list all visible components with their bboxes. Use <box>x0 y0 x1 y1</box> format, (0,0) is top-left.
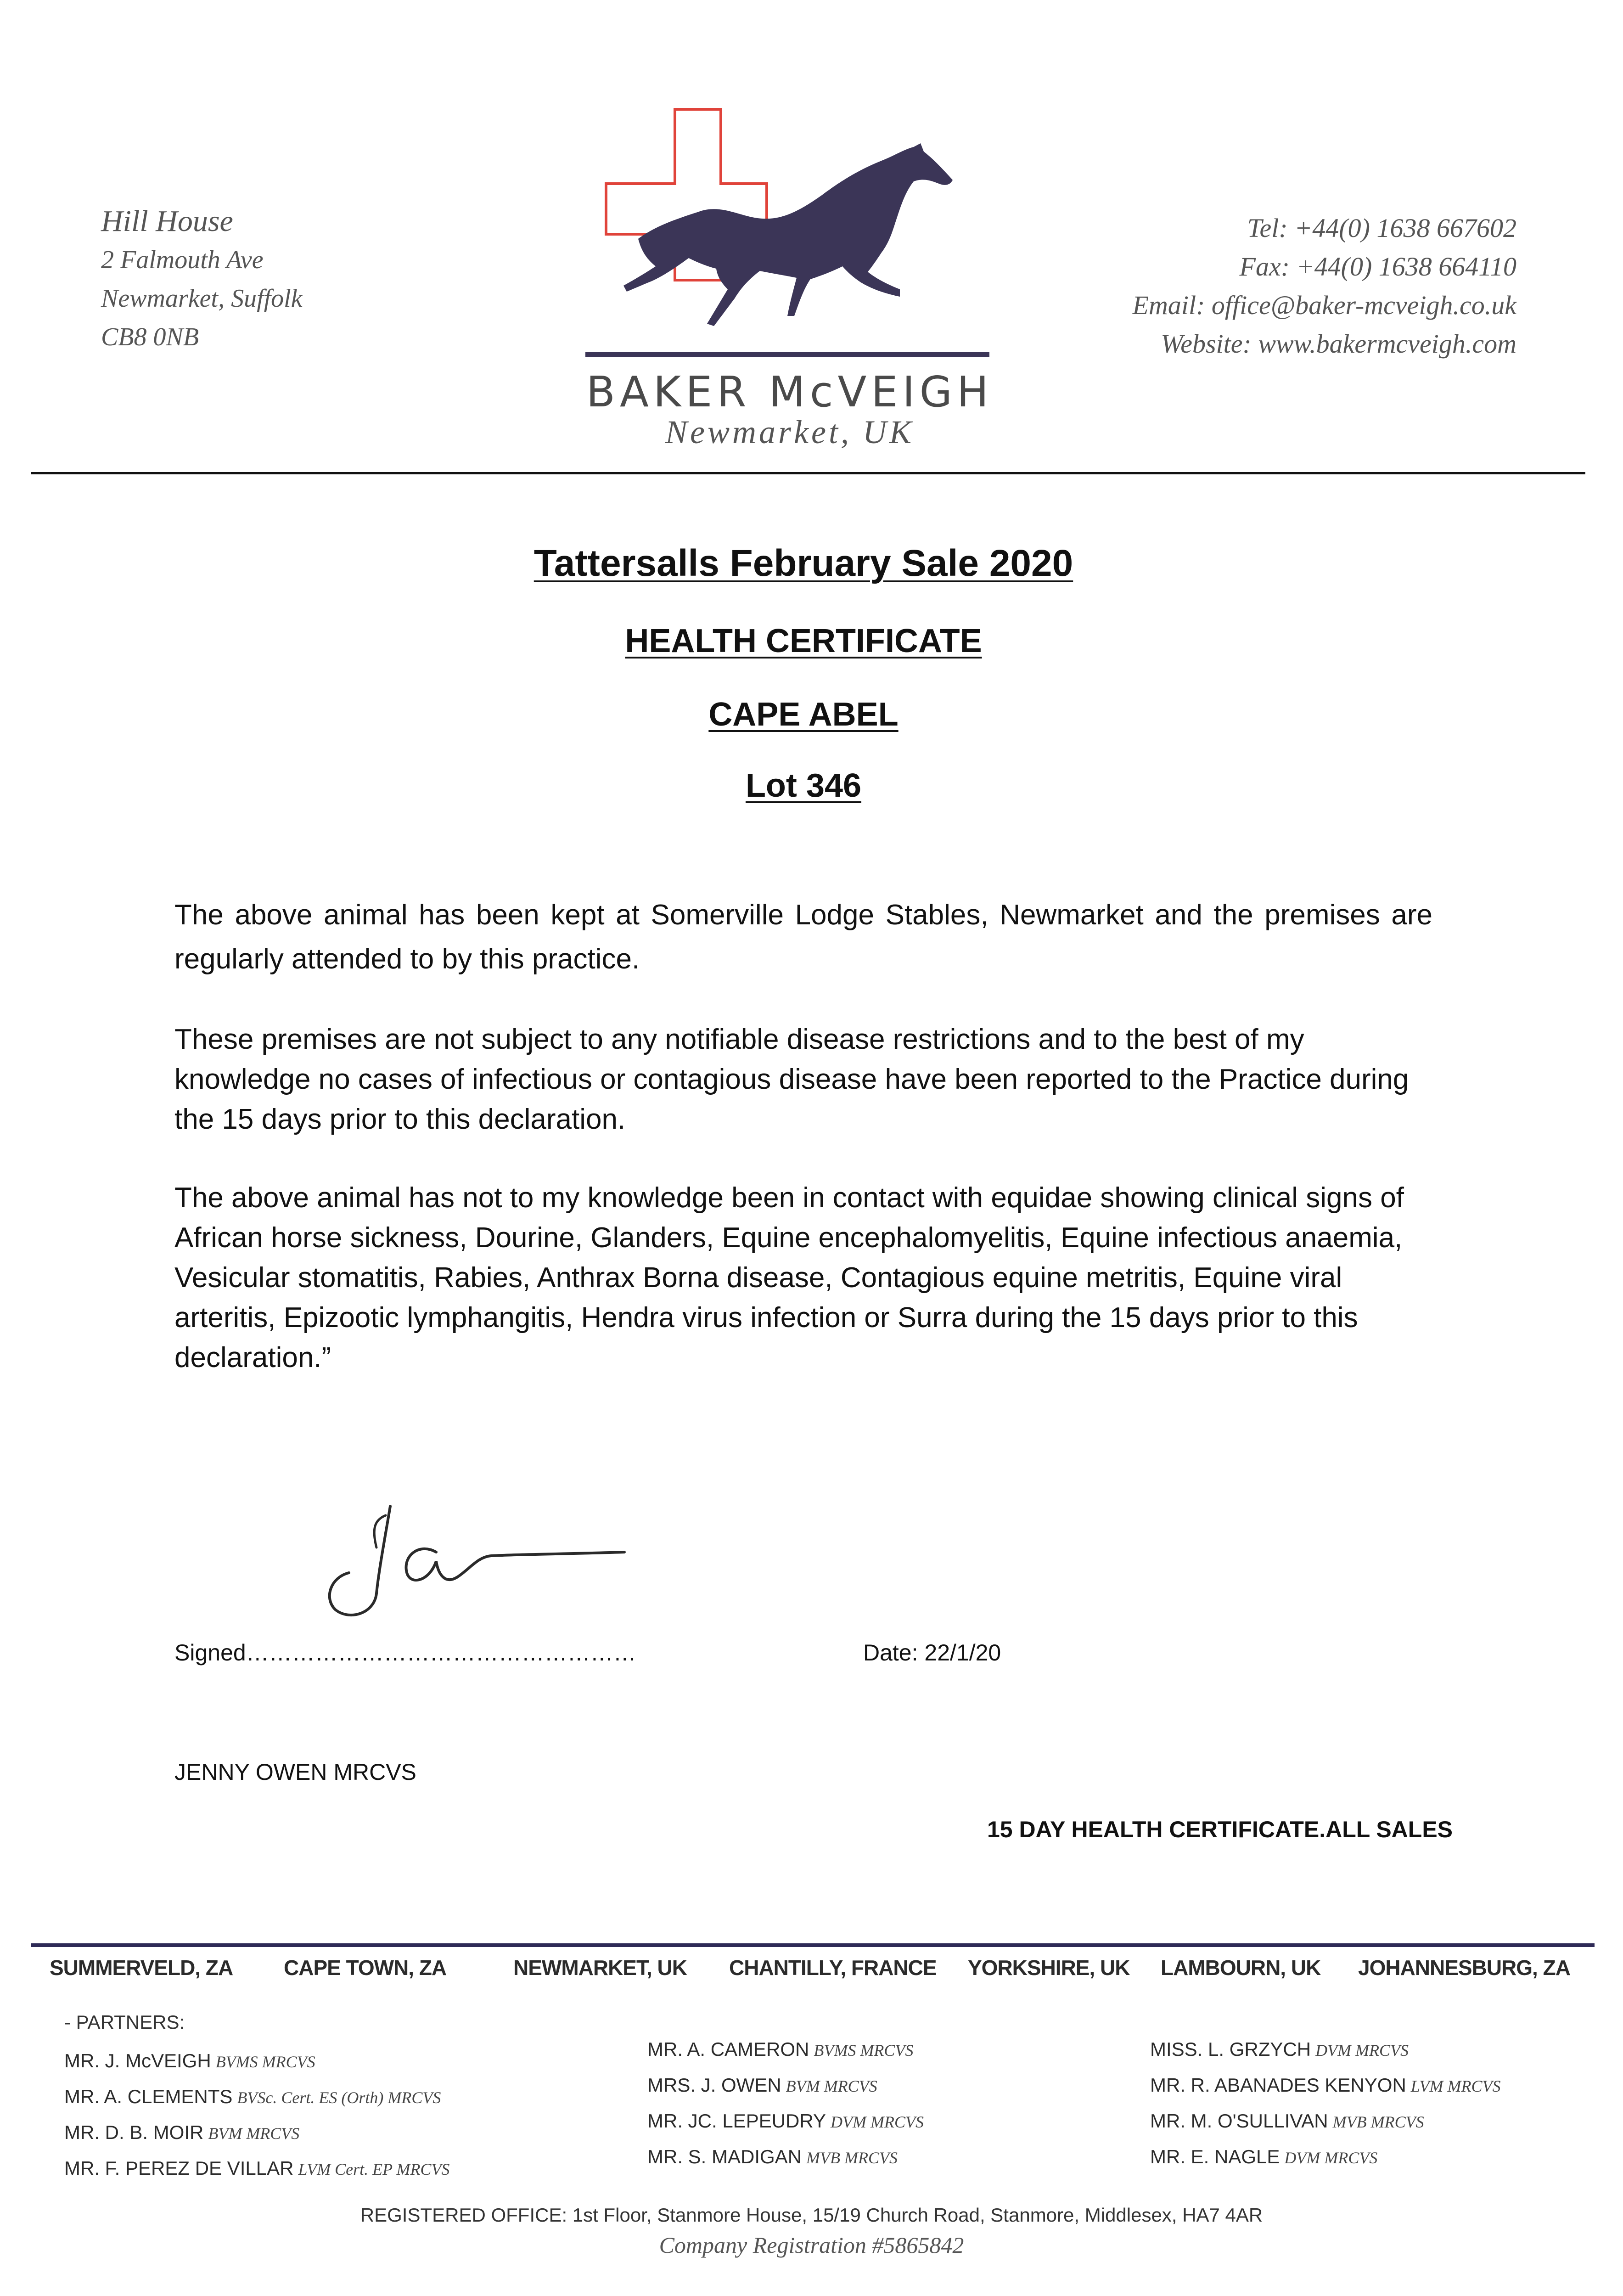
partner-name: MR. F. PEREZ DE VILLAR <box>64 2157 294 2179</box>
partners-label: - PARTNERS: <box>64 2011 185 2033</box>
partner-qualifications: LVM Cert. EP MRCVS <box>298 2160 450 2178</box>
body-paragraph: The above animal has been kept at Somerville Lodge Stables, Newmarket and the premises are regularly attended to by this practice. <box>174 899 1432 975</box>
partner-entry <box>1150 2139 1500 2175</box>
partner-qualifications: BVM MRCVS <box>208 2124 300 2143</box>
certificate-title: HEALTH CERTIFICATE <box>625 623 982 659</box>
partner-qualifications: MVB MRCVS <box>806 2149 898 2167</box>
body-paragraph: The above animal has not to my knowledge been in contact with equidae showing clinical signs of African horse sickness, Dourine, Glanders, Equine encephalomyelitis, Equine infectious anaemia, Vesicular stomatitis, Rabies, Anthrax Borna disease, Contagious equine metritis, Equine viral arteritis, Epizootic lymphangitis, Hendra virus infection or Surra during the 15 days prior to this declaration.” <box>174 1182 1404 1373</box>
registered-office: REGISTERED OFFICE: 1st Floor, Stanmore House, 15/19 Church Road, Stanmore, Middlesex, HA7 4AR <box>360 2204 1263 2226</box>
address-line: 2 Falmouth Ave <box>101 246 264 274</box>
certificate-footnote: 15 DAY HEALTH CERTIFICATE.ALL SALES <box>987 1817 1453 1842</box>
partner-name: MR. E. NAGLE <box>1150 2146 1280 2167</box>
baker-mcveigh-logo <box>583 101 996 450</box>
partner-entry <box>1150 2032 1500 2068</box>
partner-qualifications: LVM MRCVS <box>1410 2077 1501 2095</box>
horse-and-cross-icon <box>583 101 996 367</box>
phone-text: Tel: +44(0) 1638 667602 <box>1247 213 1516 243</box>
office-location: SUMMERVELD, ZA <box>50 1956 233 1980</box>
partner-name: MR. M. O'SULLIVAN <box>1150 2110 1328 2132</box>
contact-details <box>1011 209 1516 363</box>
partner-qualifications: BVMS MRCVS <box>814 2041 914 2060</box>
partners-column <box>647 2032 924 2175</box>
office-location: CHANTILLY, FRANCE <box>729 1956 937 1980</box>
office-locations <box>31 1955 1595 1987</box>
signer-name: JENNY OWEN MRCVS <box>174 1759 416 1785</box>
office-location: NEWMARKET, UK <box>513 1956 687 1980</box>
body-paragraph: These premises are not subject to any notifiable disease restrictions and to the best of my knowledge no cases of infectious or contagious disease have been reported to the Practice during the 15 days prior to this declaration. <box>174 1024 1409 1135</box>
signed-line: Signed…………………………………………… <box>174 1640 636 1666</box>
partner-entry <box>64 2043 449 2079</box>
logo-underline <box>585 352 989 357</box>
partner-qualifications: BVMS MRCVS <box>215 2053 315 2071</box>
partner-name: MR. D. B. MOIR <box>64 2122 204 2143</box>
office-location: CAPE TOWN, ZA <box>284 1956 447 1980</box>
company-registration: Company Registration #5865842 <box>659 2232 964 2258</box>
partner-qualifications: MVB MRCVS <box>1332 2113 1424 2131</box>
partner-entry <box>64 2115 449 2151</box>
sale-title: Tattersalls February Sale 2020 <box>534 542 1073 584</box>
office-location: YORKSHIRE, UK <box>968 1956 1130 1980</box>
office-location: LAMBOURN, UK <box>1161 1956 1321 1980</box>
practice-address <box>101 202 303 356</box>
signature-date: Date: 22/1/20 <box>863 1640 1001 1666</box>
partner-qualifications: BVM MRCVS <box>786 2077 877 2095</box>
partner-entry <box>647 2032 924 2068</box>
partner-entry <box>647 2139 924 2175</box>
logo-subtitle: Newmarket, UK <box>665 414 914 450</box>
partner-entry <box>647 2104 924 2139</box>
partner-qualifications: DVM MRCVS <box>1284 2149 1378 2167</box>
address-line: Hill House <box>101 204 233 238</box>
partner-entry <box>64 2151 449 2187</box>
partner-name: MR. JC. LEPEUDRY <box>647 2110 826 2132</box>
partner-qualifications: DVM MRCVS <box>830 2113 924 2131</box>
partner-entry <box>1150 2068 1500 2104</box>
fax-text: Fax: +44(0) 1638 664110 <box>1239 252 1516 281</box>
office-location: JOHANNESBURG, ZA <box>1358 1956 1570 1980</box>
address-line: Newmarket, Suffolk <box>101 284 303 313</box>
partners-column <box>64 2043 449 2187</box>
partner-name: MR. A. CLEMENTS <box>64 2086 233 2107</box>
website-text: Website: www.bakermcveigh.com <box>1161 329 1516 359</box>
partner-name: MR. R. ABANADES KENYON <box>1150 2074 1406 2096</box>
logo-brand-name: BAKER McVEIGH <box>586 367 994 416</box>
header-divider <box>31 472 1585 474</box>
email-text: Email: office@baker-mcveigh.co.uk <box>1132 290 1516 320</box>
partner-name: MR. A. CAMERON <box>647 2038 809 2060</box>
partner-name: MR. S. MADIGAN <box>647 2146 802 2167</box>
partner-qualifications: DVM MRCVS <box>1315 2041 1409 2060</box>
horse-icon <box>623 143 953 326</box>
partners-column <box>1150 2032 1500 2175</box>
partner-name: MISS. L. GRZYCH <box>1150 2038 1311 2060</box>
partner-qualifications: BVSc. Cert. ES (Orth) MRCVS <box>237 2088 441 2107</box>
partner-entry <box>1150 2104 1500 2139</box>
address-line: CB8 0NB <box>101 323 199 351</box>
partner-name: MRS. J. OWEN <box>647 2074 781 2096</box>
handwritten-signature <box>321 1497 643 1626</box>
partner-name: MR. J. McVEIGH <box>64 2050 211 2071</box>
lot-number: Lot 346 <box>745 767 862 804</box>
horse-name: CAPE ABEL <box>708 696 899 733</box>
partner-entry <box>64 2079 449 2115</box>
footer-divider <box>31 1943 1595 1947</box>
partner-entry <box>647 2068 924 2104</box>
